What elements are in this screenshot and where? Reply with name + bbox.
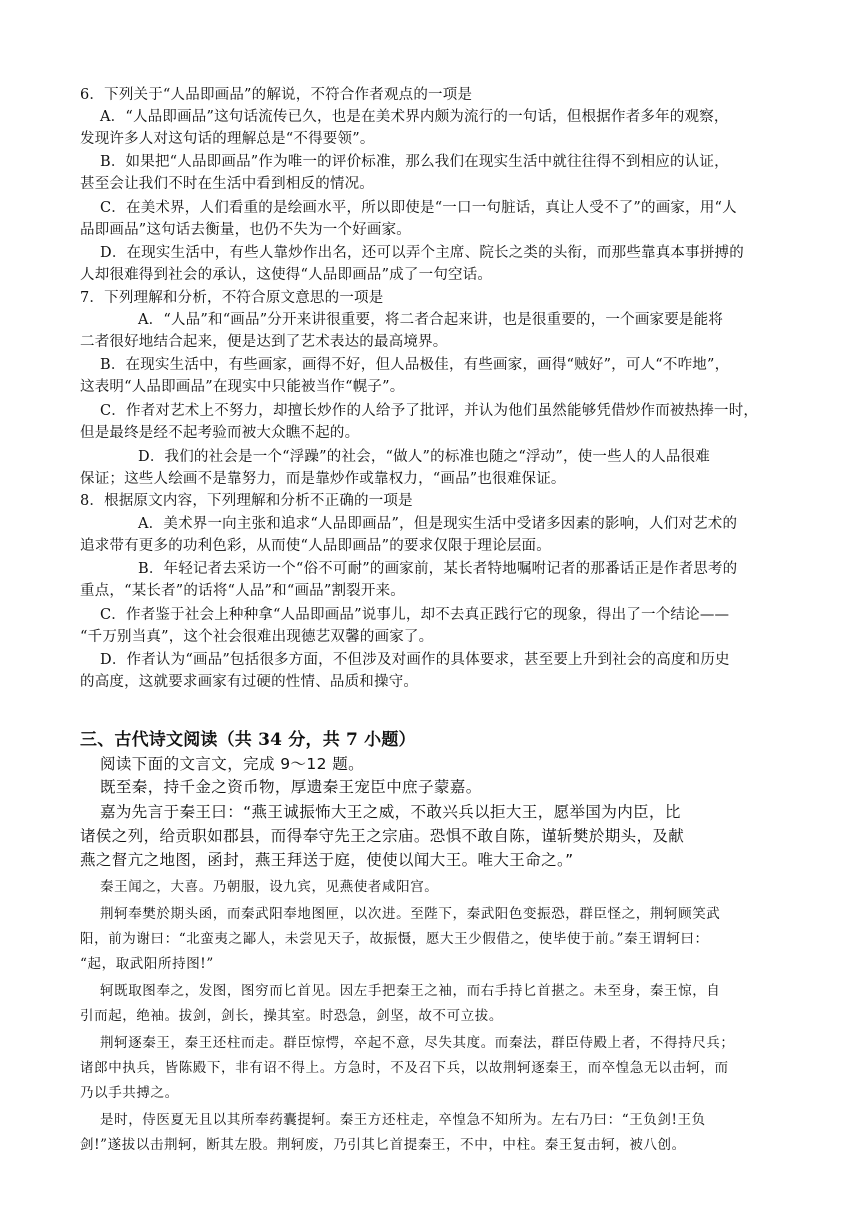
q8-option-b: B．年轻记者去采访一个“俗不可耐”的画家前，某长者特地嘱咐记者的那番话正是作者思考的 [138,561,738,577]
q6-option-d: D．在现实生活中，有些人靠炒作出名，还可以弄个主席、院长之类的头衔，而那些靠真本事拼搏的 [100,245,744,261]
passage-para-5-line-2: 引而起，绝袖。拔剑，剑长，操其室。时恐急，剑坚，故不可立拔。 [80,1008,503,1024]
passage-para-2-line-2: 诸侯之列，给贡职如郡县，而得奉守先王之宗庙。恐惧不敢自陈，谨斩樊於期头，及献 [80,827,685,845]
section-3-title: 三、古代诗文阅读（共 34 分，共 7 小题） [80,730,416,750]
q6-option-d-cont: 人却很难得到社会的承认，这使得“人品即画品”成了一句空话。 [80,267,493,283]
q6-option-a-cont: 发现许多人对这句话的理解总是“不得要领”。 [80,131,375,147]
q8-option-d: D．作者认为“画品”包括很多方面，不但涉及对画作的具体要求，甚至要上升到社会的高度和历史 [100,652,730,668]
reading-instruction: 阅读下面的文言文，完成 9～12 题。 [100,755,365,773]
passage-para-6-line-2: 诸郎中执兵，皆陈殿下，非有诏不得上。方急时，不及召下兵，以故荆轲逐秦王，而卒惶急无以击轲，而 [80,1060,729,1076]
q6-option-b: B．如果把“人品即画品”作为唯一的评价标准，那么我们在现实生活中就往往得不到相应的认证， [100,154,729,170]
q7-option-a-cont: 二者很好地结合起来，便是达到了艺术表达的最高境界。 [80,334,448,350]
q7-option-b: B．在现实生活中，有些画家，画得不好，但人品极佳，有些画家，画得“贼好”，可人“不咋地”， [100,357,730,373]
passage-para-2: 嘉为先言于秦王曰：“燕王诚振怖大王之威，不敢兴兵以拒大王，愿举国为内臣，比 [100,803,681,821]
q8-option-a: A．美术界一向主张和追求“人品即画品”，但是现实生活中受诸多因素的影响，人们对艺术的 [138,516,738,532]
q7-option-d: D．我们的社会是一个“浮躁”的社会，“做人”的标准也随之“浮动”，使一些人的人品很难 [138,449,710,465]
passage-para-4-line-3: “起，取武阳所持图!” [80,956,214,972]
q8-option-a-cont: 追求带有更多的功利色彩，从而使“人品即画品”的要求仅限于理论层面。 [80,538,551,554]
passage-para-7: 是时，侍医夏无且以其所奉药囊提轲。秦王方还柱走，卒惶急不知所为。左右乃曰：“王负剑!王负 [100,1112,706,1128]
passage-para-4: 荆轲奉樊於期头函，而秦武阳奉地图匣，以次进。至陛下，秦武阳色变振恐，群臣怪之，荆轲顾笑武 [100,906,721,922]
passage-para-5: 轲既取图奉之，发图，图穷而匕首见。因左手把秦王之袖，而右手持匕首揕之。未至身，秦王惊，自 [100,983,721,999]
passage-para-3: 秦王闻之，大喜。乃朝服，设九宾，见燕使者咸阳宫。 [100,879,439,895]
q7-option-d-cont: 保证；这些人绘画不是靠努力，而是靠炒作或靠权力，“画品”也很难保证。 [80,471,566,487]
q8-option-b-cont: 重点，“某长者”的话将“人品”和“画品”割裂开来。 [80,583,405,599]
q8-option-c-cont: “千万别当真”，这个社会很难出现德艺双馨的画家了。 [80,629,434,645]
passage-para-2-line-3: 燕之督亢之地图，函封，燕王拜送于庭，使使以闻大王。唯大王命之。” [80,851,574,869]
q6-option-c-cont: 品即画品”这句话去衡量，也仍不失为一个好画家。 [80,222,412,238]
q6-option-a: A．“人品即画品”这句话流传已久，也是在美术界内颇为流行的一句话，但根据作者多年的观察， [100,109,729,125]
q7-option-c-cont: 但是最终是经不起考验而被大众瞧不起的。 [80,425,360,441]
passage-para-1: 既至秦，持千金之资币物，厚遗秦王宠臣中庶子蒙嘉。 [100,778,482,796]
question-7-stem: 7．下列理解和分析，不符合原文意思的一项是 [80,290,384,306]
passage-para-6: 荆轲逐秦王，秦王还柱而走。群臣惊愕，卒起不意，尽失其度。而秦法，群臣侍殿上者，不得持尺兵； [100,1035,735,1051]
q7-option-a: A．“人品”和“画品”分开来讲很重要，将二者合起来讲，也是很重要的，一个画家要是能将 [138,312,724,328]
passage-para-7-line-2: 剑!”遂拔以击荆轲，断其左股。荆轲废，乃引其匕首提秦王，不中，中柱。秦王复击轲，被八创。 [80,1137,686,1153]
passage-para-4-line-2: 阳，前为谢曰：“北蛮夷之鄙人，未尝见天子，故振慑，愿大王少假借之，使毕使于前。”秦王谓轲曰： [80,931,709,947]
q6-option-c: C．在美术界，人们看重的是绘画水平，所以即使是“一口一句脏话，真让人受不了”的画家，用“人 [100,200,737,216]
q7-option-b-cont: 这表明“人品即画品”在现实中只能被当作“幌子”。 [80,379,405,395]
question-8-stem: 8．根据原文内容，下列理解和分析不正确的一项是 [80,493,413,509]
q8-option-d-cont: 的高度，这就要求画家有过硬的性情、品质和操守。 [80,674,419,690]
q7-option-c: C．作者对艺术上不努力，却擅长炒作的人给予了批评，并认为他们虽然能够凭借炒作而被热捧一时， [100,403,759,419]
passage-para-6-line-3: 乃以手共搏之。 [80,1085,179,1101]
q6-option-b-cont: 甚至会让我们不时在生活中看到相反的情况。 [80,176,374,192]
question-6-stem: 6．下列关于“人品即画品”的解说，不符合作者观点的一项是 [80,87,473,103]
q8-option-c: C．作者鉴于社会上种种拿“人品即画品”说事儿，却不去真正践行它的现象，得出了一个结论—— [100,607,730,623]
